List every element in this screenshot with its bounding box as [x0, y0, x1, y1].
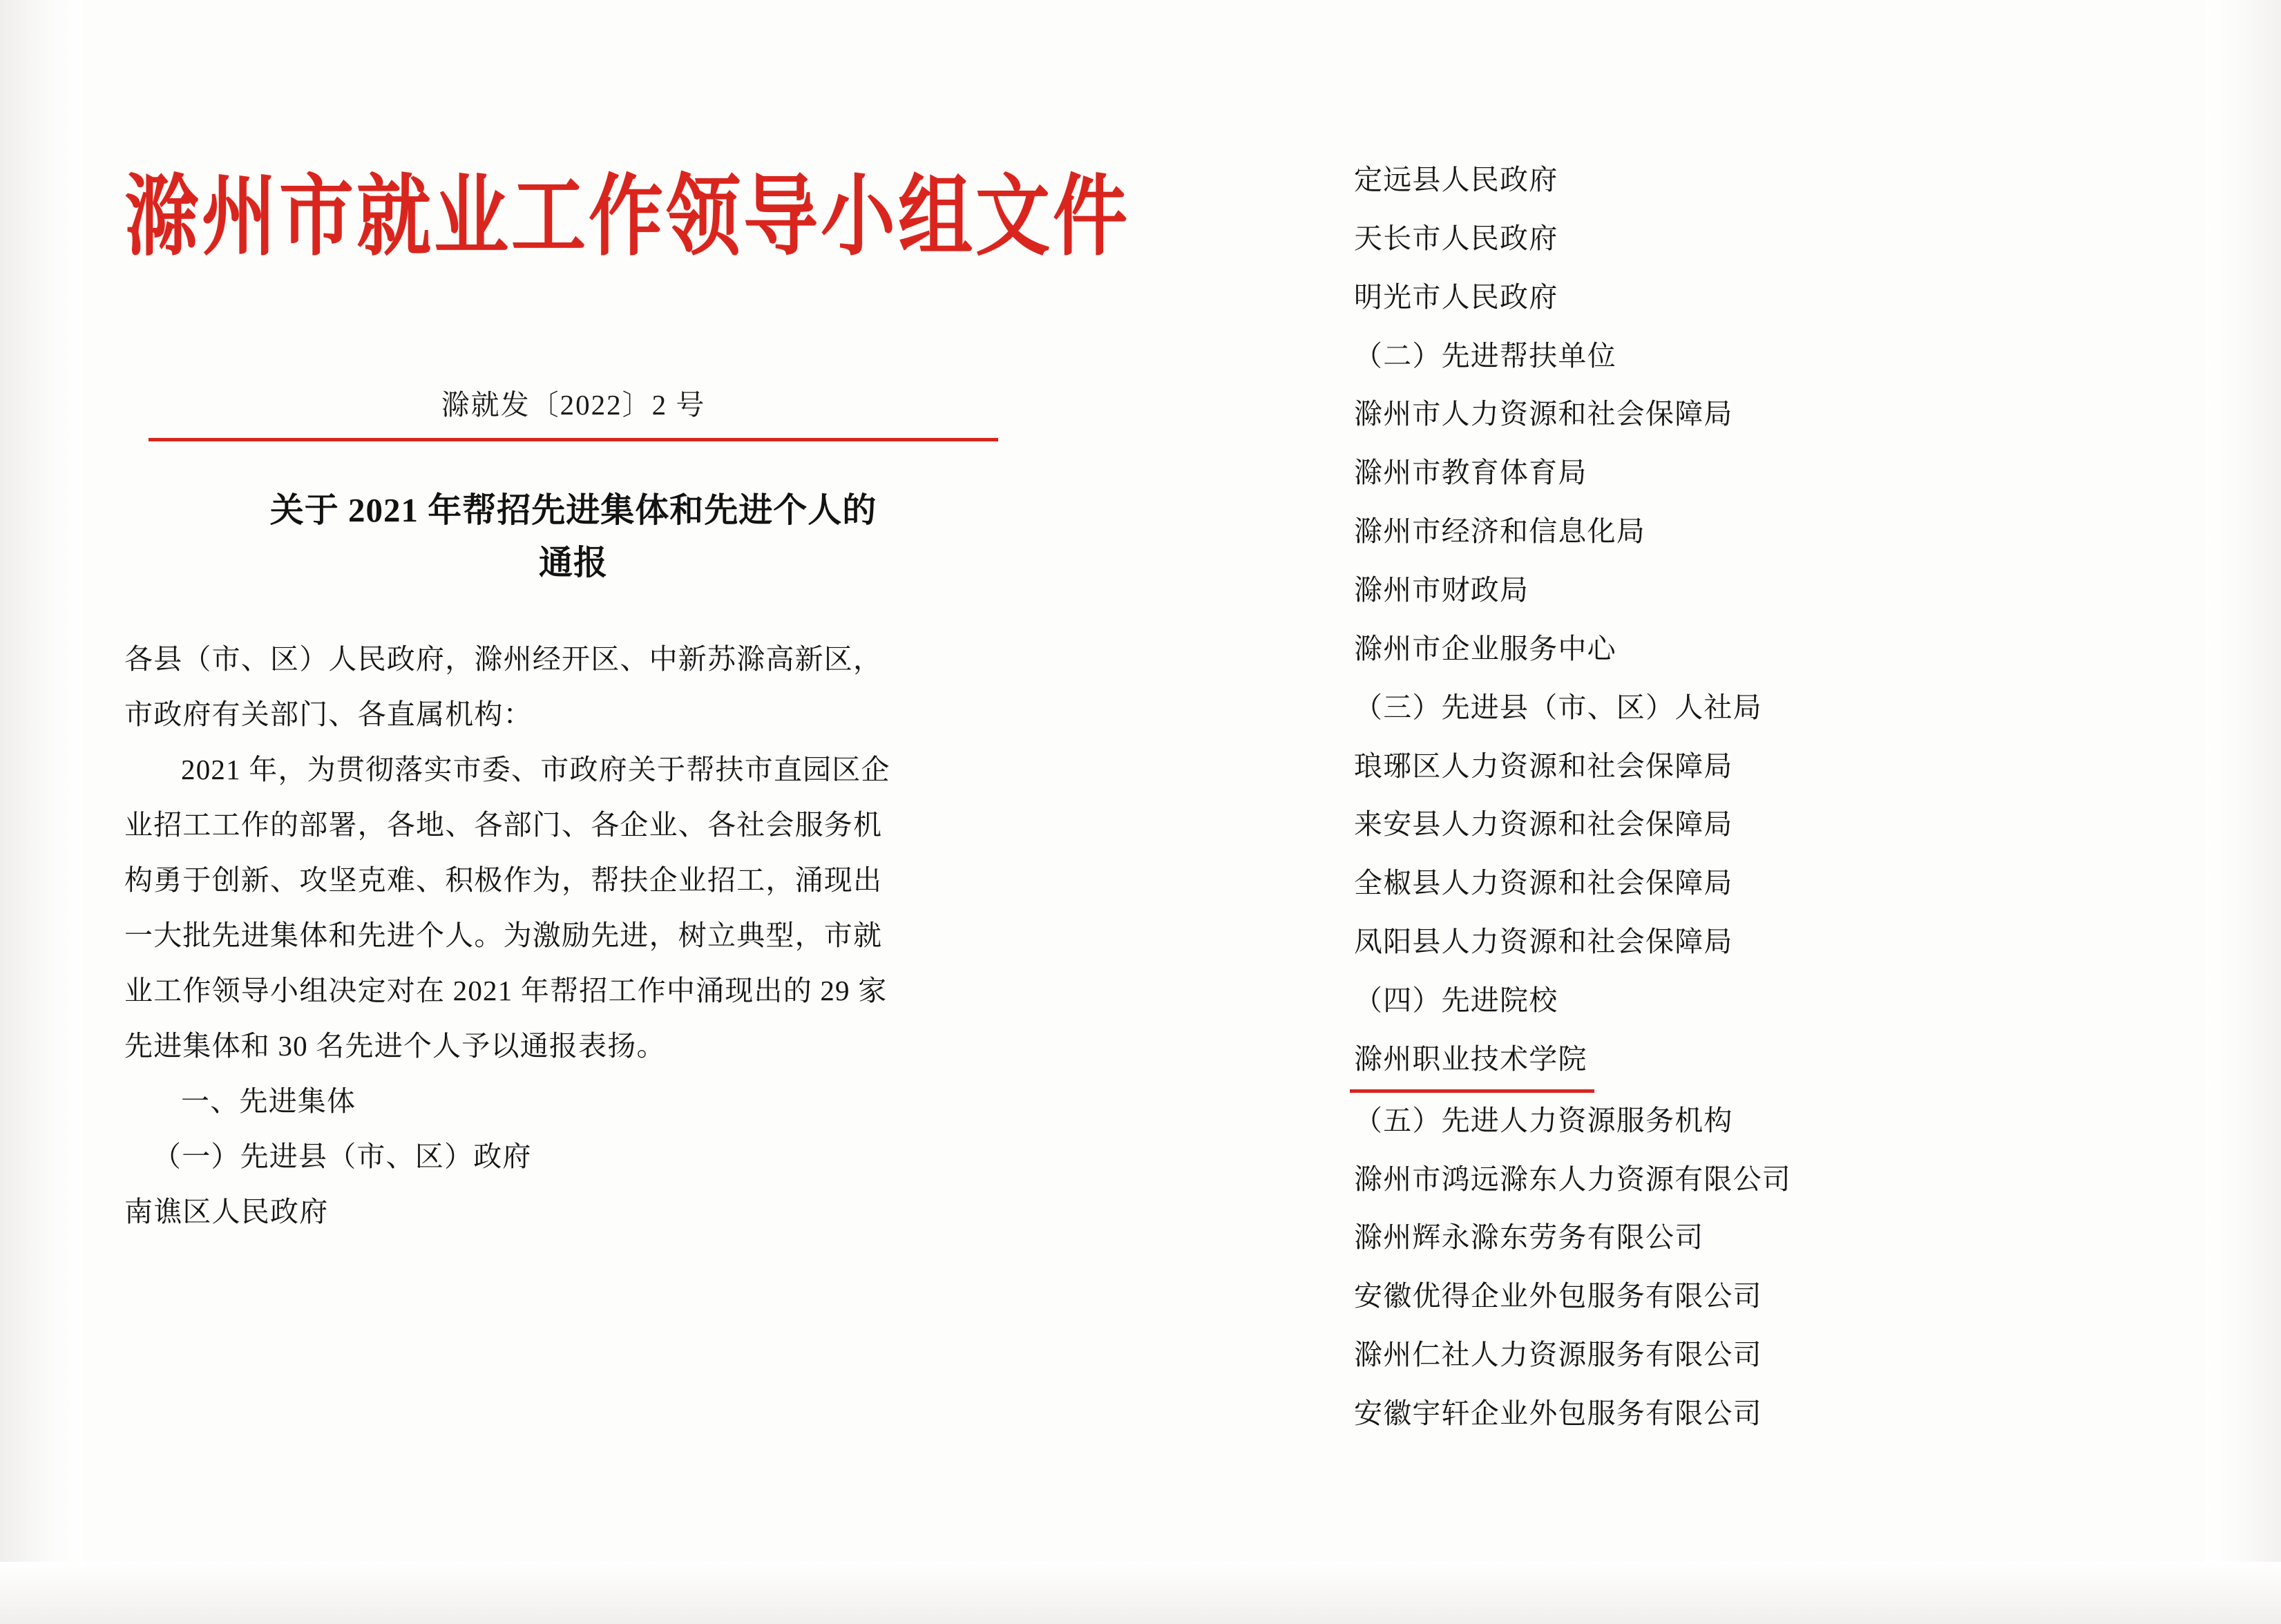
body-line: 一大批先进集体和先进个人。为激励先进，树立典型，市就	[124, 919, 883, 951]
left-column	[124, 166, 1131, 1240]
list-item	[1354, 1208, 2169, 1267]
list-item-label: 滁州市企业服务中心	[1354, 632, 1616, 665]
list-item-label: 滁州市教育体育局	[1354, 457, 1587, 489]
list-item	[1354, 795, 2169, 854]
list-item-label: 天长市人民政府	[1354, 222, 1558, 254]
document-header-title: 滁州市就业工作领导小组文件	[124, 169, 1131, 267]
document-body	[124, 632, 1022, 1239]
subsection-heading	[1354, 1091, 2169, 1150]
list-item-label: 凤阳县人力资源和社会保障局	[1354, 926, 1733, 958]
list-item	[1354, 1326, 2169, 1384]
list-item-label: 安徽优得企业外包服务有限公司	[1354, 1280, 1762, 1312]
subsection-heading	[1354, 327, 2169, 385]
subsection-heading	[1354, 971, 2169, 1030]
list-item	[1354, 854, 2169, 913]
list-item	[1354, 268, 2169, 327]
list-item	[1354, 1150, 2169, 1209]
list-item	[1354, 913, 2169, 971]
section-heading-collectives: 一、先进集体	[181, 1085, 356, 1117]
list-item-label: 琅琊区人力资源和社会保障局	[1354, 749, 1733, 782]
subsection-heading-county-gov: （一）先进县（市、区）政府	[153, 1140, 532, 1172]
document-number: 滁就发〔2022〕2 号	[441, 389, 706, 421]
body-line: 各县（市、区）人民政府，滁州经开区、中新苏滁高新区，	[124, 643, 883, 676]
page-title-line-1: 关于 2021 年帮招先进集体和先进个人的	[269, 491, 877, 530]
body-line: 2021 年，为贯彻落实市委、市政府关于帮扶市直园区企	[181, 754, 890, 786]
list-item	[1354, 502, 2169, 561]
list-item	[1354, 561, 2169, 620]
list-item-label: 滁州市人力资源和社会保障局	[1354, 398, 1733, 430]
body-line: 市政府有关部门、各直属机构：	[124, 698, 533, 731]
list-item	[1354, 1384, 2169, 1443]
list-item: 南谯区人民政府	[124, 1195, 329, 1227]
body-line: 先进集体和 30 名先进个人予以通报表扬。	[124, 1029, 666, 1062]
list-item-highlighted	[1354, 1030, 2169, 1091]
list-item-label: 滁州市财政局	[1354, 574, 1529, 606]
highlighted-school-name: 滁州职业技术学院	[1354, 1030, 1587, 1091]
list-item-label: 安徽宇轩企业外包服务有限公司	[1354, 1397, 1762, 1430]
list-item-label: 来安县人力资源和社会保障局	[1354, 808, 1733, 841]
subsection-heading-label: （五）先进人力资源服务机构	[1354, 1104, 1733, 1136]
subsection-heading-label: （二）先进帮扶单位	[1354, 339, 1616, 372]
list-item	[1354, 209, 2169, 268]
subsection-heading-label: （四）先进院校	[1354, 984, 1558, 1017]
list-item	[1354, 620, 2169, 678]
red-divider-rule	[149, 438, 998, 441]
body-line: 构勇于创新、攻坚克难、积极作为，帮扶企业招工，涌现出	[124, 864, 883, 897]
list-item-label: 全椒县人力资源和社会保障局	[1354, 867, 1733, 899]
list-item	[1354, 385, 2169, 443]
list-item-label: 滁州辉永滁东劳务有限公司	[1354, 1221, 1704, 1254]
list-item	[1354, 1267, 2169, 1326]
list-item-label: 滁州市经济和信息化局	[1354, 515, 1645, 548]
list-item	[1354, 737, 2169, 796]
body-line: 业招工工作的部署，各地、各部门、各企业、各社会服务机	[124, 809, 883, 841]
subsection-heading-label: （三）先进县（市、区）人社局	[1354, 691, 1762, 723]
page-title-line-2: 通报	[538, 544, 608, 582]
page-title	[124, 484, 1022, 589]
subsection-heading	[1354, 678, 2169, 737]
right-column	[1354, 151, 2169, 1443]
body-line: 业工作领导小组决定对在 2021 年帮招工作中涌现出的 29 家	[124, 974, 888, 1006]
list-item-label: 定远县人民政府	[1354, 164, 1558, 195]
list-item-label: 滁州市鸿远滁东人力资源有限公司	[1354, 1163, 1791, 1195]
list-item-label: 明光市人民政府	[1354, 280, 1558, 313]
list-item-label: 滁州仁社人力资源服务有限公司	[1354, 1339, 1762, 1371]
list-item	[1354, 443, 2169, 502]
list-item	[1354, 151, 2169, 209]
